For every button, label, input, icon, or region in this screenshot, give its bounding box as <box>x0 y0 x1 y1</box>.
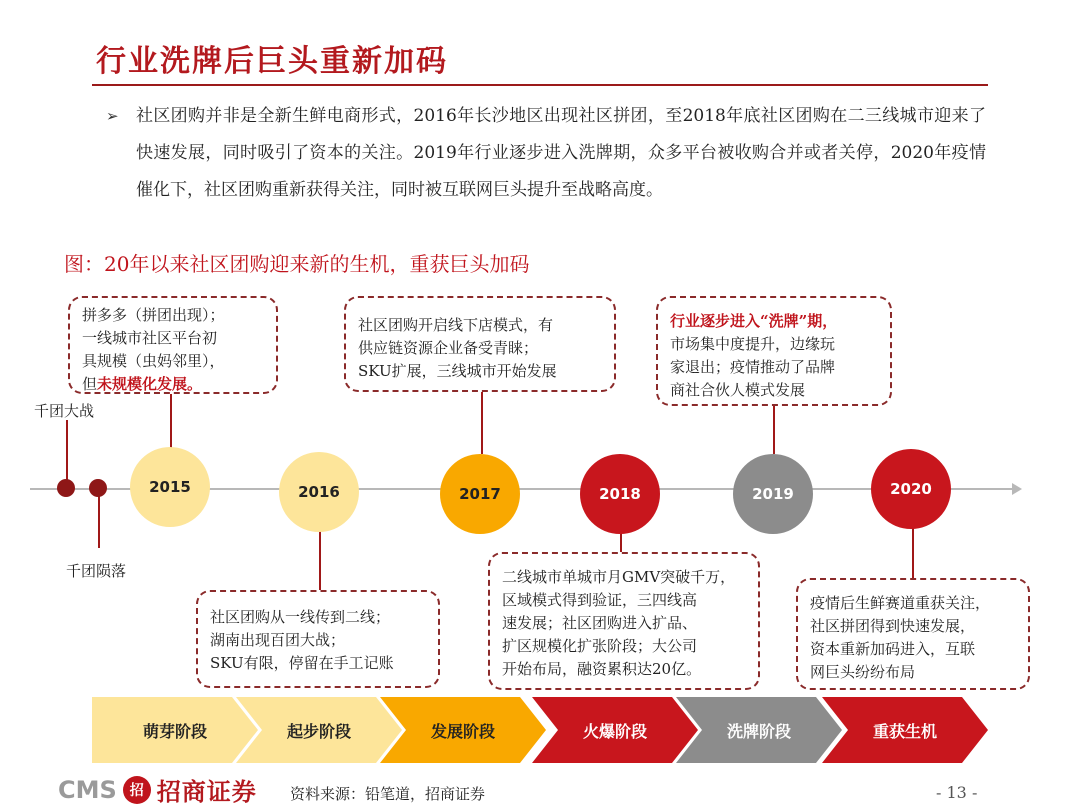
page-title: 行业洗牌后巨头重新加码 <box>96 44 448 79</box>
intro-text: 社区团购并非是全新生鲜电商形式，2016年长沙地区出现社区拼团，至2018年底社区团购在二三线城市迎来了快速发展，同时吸引了资本的关注。2019年行业逐步进入洗牌期，众多平台被收购合并或者关停，2020年疫情催化下，社区团购重新获得关注，同时被互联网巨头提升至战略高度。 <box>136 106 986 200</box>
connector-2016 <box>319 528 321 590</box>
timeline-arrow-icon <box>1012 483 1022 495</box>
year-circle-2019: 2019 <box>733 454 813 534</box>
box-2019-line: 市场集中度提升，边缘玩 <box>670 335 836 353</box>
stage-label: 萌芽阶段 <box>142 721 207 741</box>
stage-chevron <box>676 697 842 763</box>
box-2016-line: 湖南出现百团大战； <box>210 631 346 649</box>
bullet-arrow-icon: ➢ <box>106 107 119 125</box>
box-2019-line: 家退出；疫情推动了品牌 <box>670 358 836 376</box>
box-2015-line-last <box>82 373 264 396</box>
box-2018-line: 二线城市单城市月GMV突破千万， <box>502 568 736 586</box>
stage-label: 洗牌阶段 <box>726 721 791 741</box>
qiantuan-war-label: 千团大战 <box>34 402 95 420</box>
box-2018-line: 区域模式得到验证，三四线高 <box>502 591 698 609</box>
stage-chevron <box>92 697 258 763</box>
box-2016 <box>196 590 440 688</box>
qiantuan-war-dot <box>57 479 75 497</box>
connector-qiantuan-bottom <box>98 496 100 548</box>
box-2017-line: 社区团购开启线下店模式，有 <box>358 316 554 334</box>
box-2015-line: 拼多多（拼团出现）； <box>82 306 225 324</box>
stage-chevron <box>532 697 698 763</box>
box-2017-line: 供应链资源企业备受青睐； <box>358 339 539 357</box>
connector-2015 <box>170 394 172 448</box>
box-2020 <box>796 578 1030 690</box>
page-number: - 13 - <box>936 783 978 802</box>
stage-label: 发展阶段 <box>430 721 495 741</box>
box-2020-line: 社区拼团得到快速发展， <box>810 617 976 635</box>
box-2015-prefix: 但 <box>82 375 98 393</box>
cms-logo <box>58 772 257 807</box>
logo-latin: CMS <box>58 775 117 804</box>
figure-caption: 图：20年以来社区团购迎来新的生机，重获巨头加码 <box>64 252 530 276</box>
title-divider <box>92 84 988 86</box>
logo-badge-icon: 招 <box>123 776 151 804</box>
box-2016-line: SKU有限，停留在手工记账 <box>210 654 394 672</box>
logo-cn: 招商证券 <box>156 777 257 806</box>
box-2019-line: 商社合伙人模式发展 <box>670 381 806 399</box>
box-2017 <box>344 296 616 392</box>
box-2019 <box>656 296 892 406</box>
box-2018 <box>488 552 760 690</box>
box-2018-line: 开始布局，融资累积达20亿。 <box>502 660 702 678</box>
stage-label: 火爆阶段 <box>582 721 647 741</box>
year-circle-2020: 2020 <box>871 449 951 529</box>
year-circle-2017: 2017 <box>440 454 520 534</box>
source-note: 资料来源：铅笔道，招商证券 <box>290 785 486 803</box>
stage-label: 重获生机 <box>872 721 937 741</box>
stage-chevron <box>380 697 546 763</box>
connector-2020 <box>912 524 914 578</box>
box-2018-line: 扩区规模化扩张阶段；大公司 <box>502 637 698 655</box>
qiantuan-fall-dot <box>89 479 107 497</box>
year-circle-2016: 2016 <box>279 452 359 532</box>
box-2019-highlight: 行业逐步进入“洗牌”期， <box>670 312 838 330</box>
box-2020-line: 资本重新加码进入，互联 <box>810 640 976 658</box>
box-2017-line: SKU扩展，三线城市开始发展 <box>358 362 557 380</box>
year-circle-2015: 2015 <box>130 447 210 527</box>
box-2020-line: 网巨头纷纷布局 <box>810 663 916 681</box>
stage-label: 起步阶段 <box>286 721 351 741</box>
box-2016-line: 社区团购从一线传到二线； <box>210 608 391 626</box>
year-circle-2018: 2018 <box>580 454 660 534</box>
connector-2019 <box>773 406 775 454</box>
box-2015 <box>68 296 278 394</box>
box-2015-line: 一线城市社区平台初 <box>82 329 218 347</box>
box-2018-line: 速发展；社区团购进入扩品、 <box>502 614 698 632</box>
box-2015-line: 具规模（虫妈邻里）， <box>82 352 225 370</box>
stage-chevron <box>822 697 988 763</box>
connector-2017 <box>481 392 483 454</box>
box-2015-highlight: 未规模化发展。 <box>97 375 203 393</box>
box-2020-line: 疫情后生鲜赛道重获关注， <box>810 594 991 612</box>
qiantuan-fall-label: 千团陨落 <box>66 562 127 580</box>
connector-qiantuan-top <box>66 420 68 486</box>
stage-chevron <box>236 697 402 763</box>
